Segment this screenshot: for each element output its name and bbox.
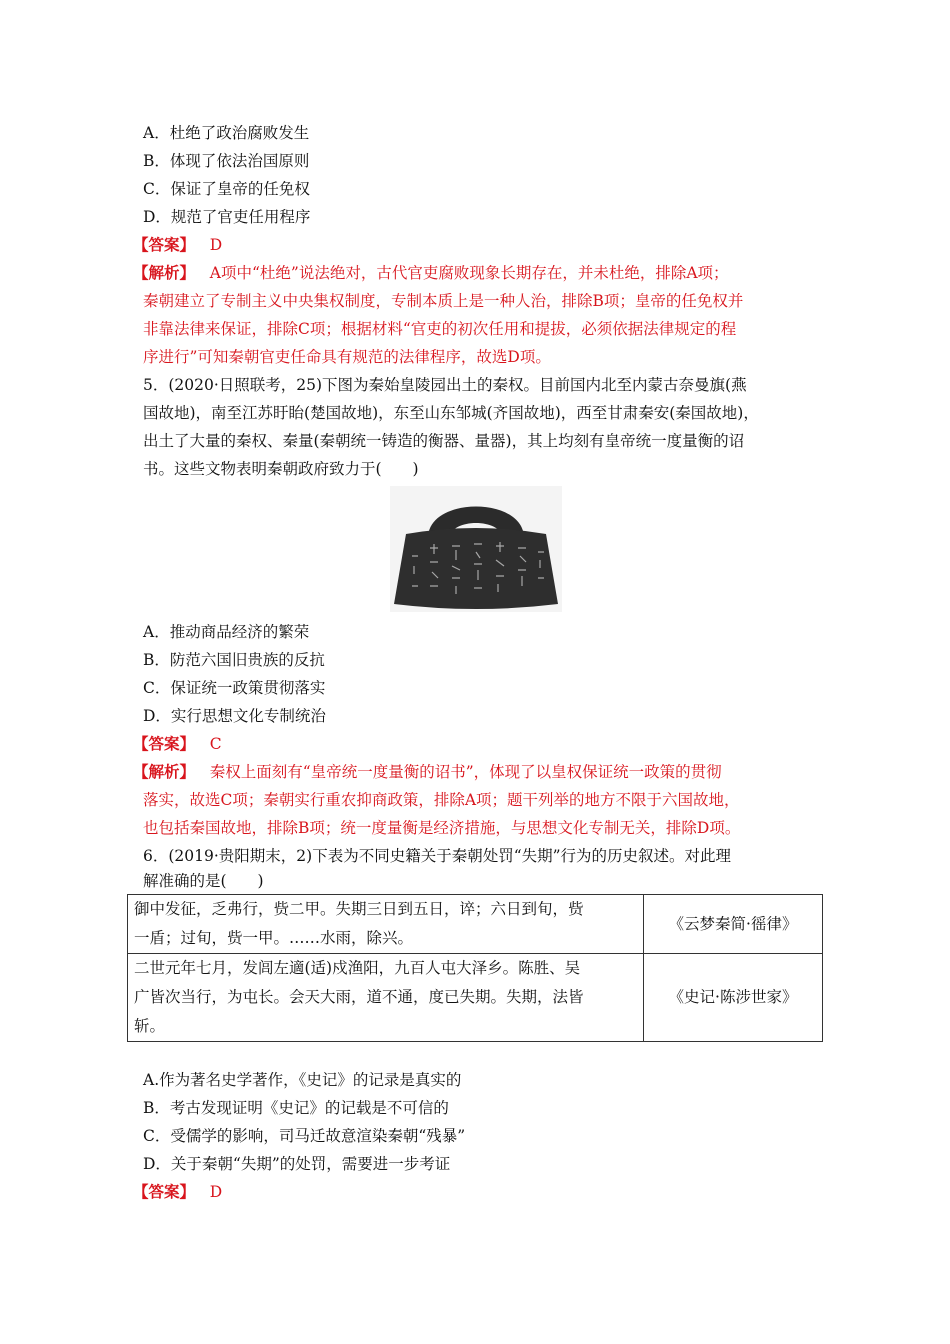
analysis-label: 【解析】 [133, 762, 196, 781]
table-cell-source: 《史记·陈涉世家》 [644, 954, 823, 1042]
q6-option-a: A.作为著名史学著作，《史记》的记录是真实的 [143, 1071, 462, 1089]
answer-value: D [209, 236, 223, 254]
q6-option-b: B．考古发现证明《史记》的记载是不可信的 [143, 1099, 449, 1117]
q5-stem-line-2: 国故地)，南至江苏盱眙(楚国故地)，东至山东邹城(齐国故地)，西至甘肃秦安(秦国故地)， [143, 404, 759, 422]
answer-value: D [209, 1183, 223, 1201]
q4-option-a: A．杜绝了政治腐败发生 [143, 124, 310, 142]
answer-label: 【答案】 [133, 235, 196, 254]
cell-line: 御中发征，乏弗行，赀二甲。失期三日到五日，谇；六日到旬，赀 [134, 900, 584, 918]
q6-stem-line-1: 6．(2019·贵阳期末，2)下表为不同史籍关于秦朝处罚“失期”行为的历史叙述。对此理 [143, 847, 732, 865]
q5-analysis-line-3: 也包括秦国故地，排除B项；统一度量衡是经济措施，与思想文化专制无关，排除D项。 [143, 819, 741, 837]
answer-label: 【答案】 [133, 734, 196, 753]
cell-line: 广皆次当行，为屯长。会天大雨，道不通，度已失期。失期，法皆 [134, 988, 584, 1006]
analysis-label: 【解析】 [133, 263, 196, 282]
analysis-text: 秦权上面刻有“皇帝统一度量衡的诏书”，体现了以皇权保证统一政策的贯彻 [209, 763, 722, 781]
q5-option-c: C．保证统一政策贯彻落实 [143, 679, 326, 697]
answer-label: 【答案】 [133, 1182, 196, 1201]
q5-option-b: B．防范六国旧贵族的反抗 [143, 651, 325, 669]
q5-option-d: D．实行思想文化专制统治 [143, 707, 326, 725]
q4-option-c: C．保证了皇帝的任免权 [143, 180, 310, 198]
q4-analysis-line-4: 序进行”可知秦朝官吏任命具有规范的法律程序，故选D项。 [143, 348, 551, 366]
q5-stem-line-1: 5．(2020·日照联考，25)下图为秦始皇陵园出土的秦权。目前国内北至内蒙古奈曼旗(燕 [143, 376, 747, 394]
table-row [128, 954, 823, 1042]
cell-line: 一盾；过旬，赀一甲。……水雨，除兴。 [134, 929, 414, 947]
cell-line: 二世元年七月，发闾左適(适)戍渔阳，九百人屯大泽乡。陈胜、吴 [134, 959, 581, 977]
history-sources-table [127, 894, 823, 1042]
q5-stem-line-3: 出土了大量的秦权、秦量(秦朝统一铸造的衡器、量器)，其上均刻有皇帝统一度量衡的诏 [143, 432, 745, 450]
q6-option-d: D．关于秦朝“失期”的处罚，需要进一步考证 [143, 1155, 451, 1173]
answer-value: C [209, 735, 222, 753]
q5-answer-row [133, 734, 222, 754]
q6-stem-line-2: 解准确的是( ) [143, 872, 264, 890]
table-cell-source: 《云梦秦简·徭律》 [644, 895, 823, 954]
q5-analysis-line-1 [133, 762, 722, 782]
q5-analysis-line-2: 落实，故选C项；秦朝实行重农抑商政策，排除A项；题干列举的地方不限于六国故地， [143, 791, 740, 809]
q5-option-a: A．推动商品经济的繁荣 [143, 623, 310, 641]
q4-analysis-line-1 [133, 263, 729, 283]
q4-answer-row [133, 235, 222, 255]
analysis-text: A项中“杜绝”说法绝对，古代官吏腐败现象长期存在，并未杜绝，排除A项； [209, 264, 729, 282]
q4-option-d: D．规范了官吏任用程序 [143, 208, 311, 226]
table-cell-text [128, 895, 644, 954]
q4-analysis-line-2: 秦朝建立了专制主义中央集权制度，专制本质上是一种人治，排除B项；皇帝的任免权并 [143, 292, 744, 310]
qin-weight-relic-image [390, 486, 562, 612]
table-row [128, 895, 823, 954]
table-cell-text [128, 954, 644, 1042]
q6-answer-row [133, 1182, 222, 1202]
cell-line: 斩。 [134, 1017, 166, 1035]
q5-stem-line-4: 书。这些文物表明秦朝政府致力于( ) [143, 460, 419, 478]
q4-option-b: B．体现了依法治国原则 [143, 152, 310, 170]
q4-analysis-line-3: 非靠法律来保证，排除C项；根据材料“官吏的初次任用和提拔，必须依据法律规定的程 [143, 320, 737, 338]
q6-option-c: C．受儒学的影响，司马迁故意渲染秦朝“残暴” [143, 1127, 466, 1145]
